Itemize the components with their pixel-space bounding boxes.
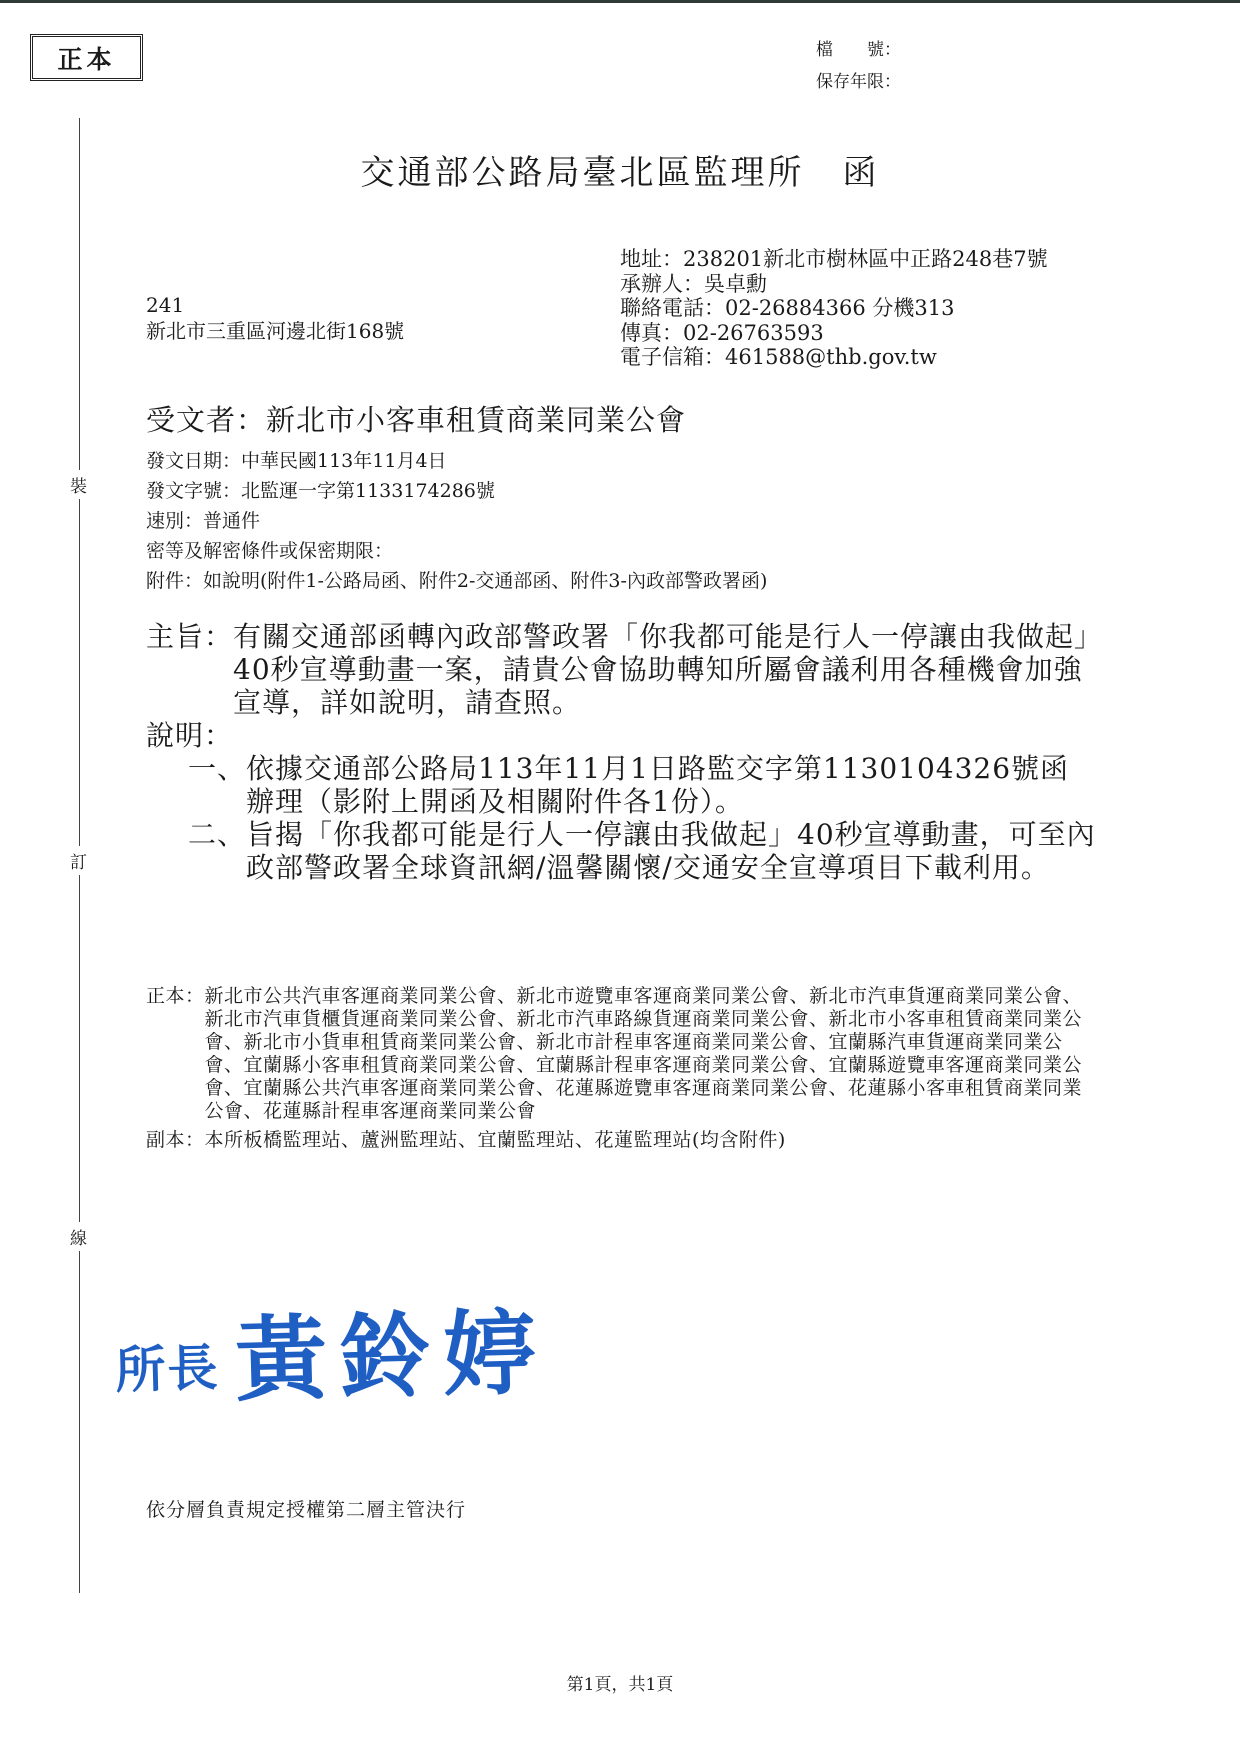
recipient-postal-code: 241 [146,293,185,317]
issue-date: 發文日期：中華民國113年11月4日 [146,450,447,472]
description-label: 說明： [146,719,234,752]
contact-person: 承辦人：吳卓勳 [620,271,767,296]
page-top-edge [0,0,1240,3]
recipient-street: 新北市三重區河邊北街168號 [146,319,405,343]
description-item [146,752,1096,818]
file-number-label: 檔 號： [816,40,901,60]
page-number: 第1頁，共1頁 [566,1675,674,1695]
copy-type-stamp: 正本 [30,34,143,81]
security-level: 密等及解密條件或保密期限： [146,540,394,562]
binding-mark-bottom: 線 [70,1222,87,1251]
contact-phone: 聯絡電話：02-26884366 分機313 [620,296,955,320]
copy-label: 副本： [146,1129,205,1151]
document-title [0,145,1240,194]
document-number: 發文字號：北監運一字第1133174286號 [146,480,495,502]
description-item-number: 二、 [187,818,246,851]
sender-address: 地址：238201新北市樹林區中正路248巷7號 [620,247,1048,271]
body [146,620,1096,884]
description-item [146,818,1096,884]
recipient-address [146,292,404,344]
subject-text: 有關交通部函轉內政部警政署「你我都可能是行人一停讓由我做起」40秒宣導動畫一案，請貴公會協助轉知所屬會議利用各種機會加強宣導，詳如說明，請查照。 [233,620,1090,719]
attachments: 附件：如說明(附件1-公路局函、附件2-交通部函、附件3-內政部警政署函) [146,570,768,592]
document-type: 函 [842,153,880,193]
binding-mark-middle: 訂 [70,846,87,875]
original-recipients [146,985,1096,1123]
subject-label: 主旨： [146,620,234,653]
addressee: 受文者：新北市小客車租賃商業同業公會 [146,403,687,437]
original-label: 正本： [146,985,205,1007]
issuing-agency: 交通部公路局臺北區監理所 [360,153,805,193]
subject [146,620,1096,719]
delegation-note: 依分層負責規定授權第二層主管決行 [146,1499,467,1521]
contact-email: 電子信箱：461588@thb.gov.tw [620,345,937,369]
distribution-list [146,985,1096,1152]
description-item-text: 旨揭「你我都可能是行人一停讓由我做起」40秒宣導動畫，可至內政部警政署全球資訊網/溫馨關懷/交通安全宣導項目下載利用。 [246,818,1096,884]
file-meta [816,34,901,98]
contact-fax: 傳真：02-26763593 [620,320,824,345]
binding-mark-top: 裝 [70,470,87,499]
original-recipients-text: 新北市公共汽車客運商業同業公會、新北市遊覽車客運商業同業公會、新北市汽車貨運商業同業公會、新北市汽車貨櫃貨運商業同業公會、新北市汽車路線貨運商業同業公會、新北市小客車租賃商業同業公會、新北市小貨車租賃商業同業公會、新北市計程車客運商業同業公會、宜蘭縣汽車貨運商業同業公會、宜蘭縣小客車租賃商業同業公會、宜蘭縣計程車客運商業同業公會、宜蘭縣遊覽車客運商業同業公會、宜蘭縣公共汽車客運商業同業公會、花蓮縣遊覽車客運商業同業公會、花蓮縣小客車租賃商業同業公會、花蓮縣計程車客運商業同業公會 [204,985,1083,1122]
description-item-number: 一、 [187,752,246,785]
retention-period-label: 保存年限： [816,72,901,92]
signature-name: 黃鈴婷 [233,1299,549,1415]
copy-recipients-text: 本所板橋監理站、蘆洲監理站、宜蘭監理站、花蓮監理站(均含附件) [204,1129,786,1151]
document-meta [146,446,767,596]
copy-recipients [146,1129,1096,1152]
description-item-text: 依據交通部公路局113年11月1日路監交字第1130104326號函辦理（影附上開函及相關附件各1份）。 [246,752,1070,818]
signature-title: 所長 [114,1338,221,1400]
delivery-speed: 速別：普通件 [146,510,261,532]
sender-info [620,247,1048,370]
director-signature-stamp [113,1279,548,1422]
